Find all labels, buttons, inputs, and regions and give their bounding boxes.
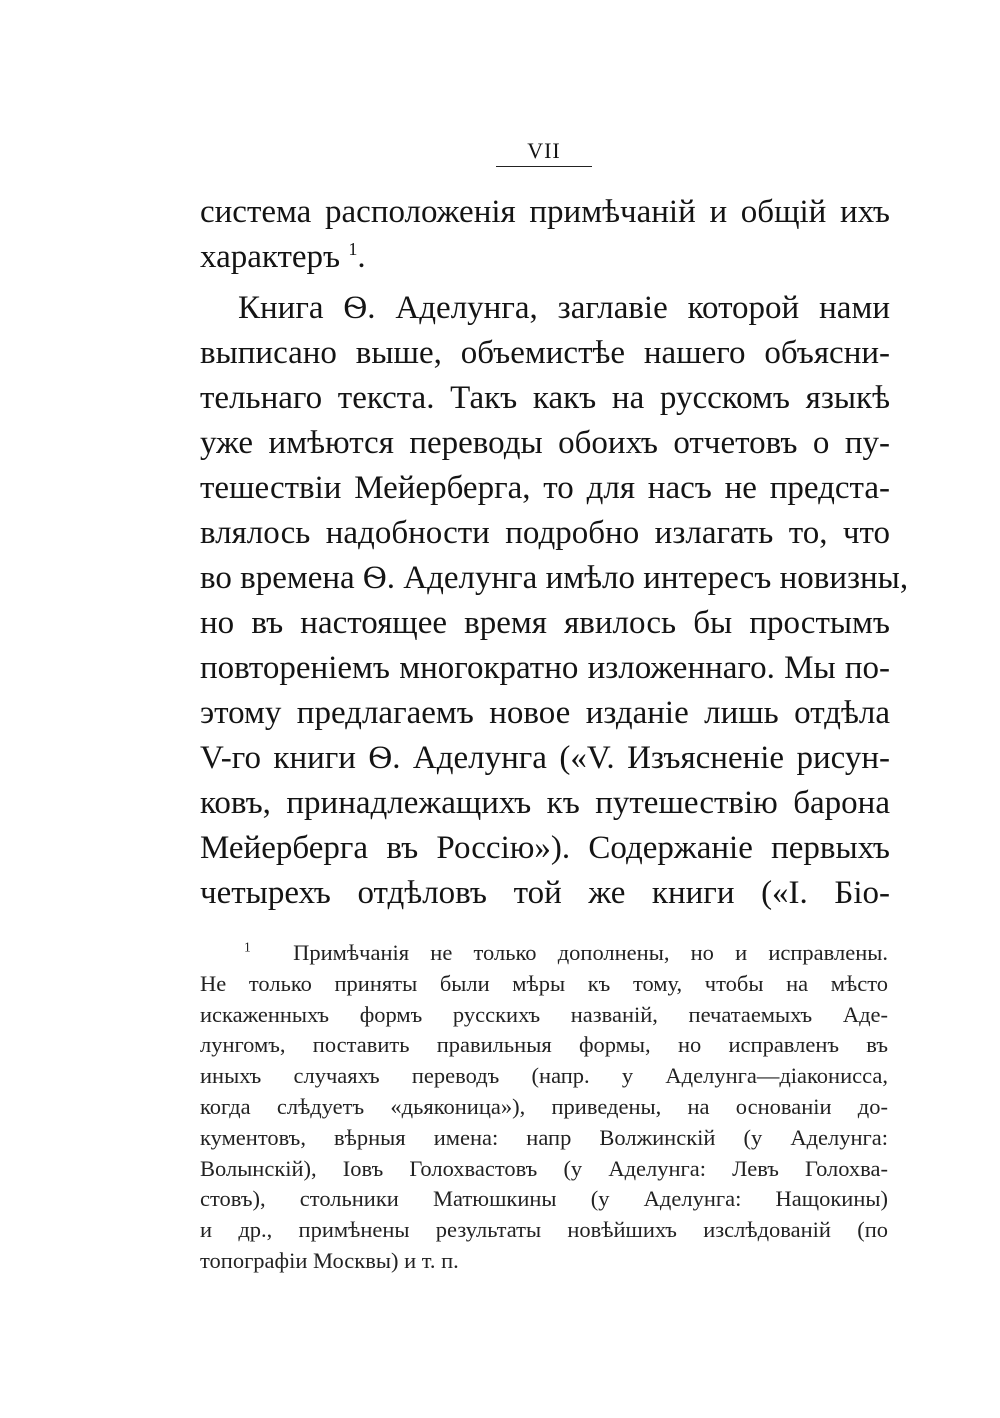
text-line: влялось надобности подробно излагать то, что [200, 515, 890, 551]
text-line-content: характеръ [200, 239, 341, 275]
footnote-line: иныхъ случаяхъ переводъ (напр. у Аделунга—діакониcса, [200, 1063, 888, 1089]
footnote-line: кументовъ, вѣрныя имена: напр Волжинскій (у Аделунга: [200, 1124, 888, 1150]
text-line: Мейерберга въ Россію»). Содержаніе первыхъ [200, 830, 890, 866]
text-line: уже имѣются переводы обоихъ отчетовъ о пу- [200, 425, 890, 461]
main-text [200, 190, 909, 916]
text-line: выписано выше, объемистѣе нашего объясни- [200, 335, 890, 371]
footnote-line: лунгомъ, поставить правильныя формы, но исправленъ въ [200, 1032, 888, 1058]
footnote-line: Не только приняты были мѣры къ тому, чтобы на мѣсто [200, 970, 888, 996]
page-number-block [496, 138, 592, 167]
footnote-line: стовъ), стольники Матюшкины (у Аделунга: Нащокины) [200, 1186, 888, 1212]
text-line: тельнаго текста. Такъ какъ на русскомъ языкѣ [200, 380, 890, 416]
footnote-line-content: Примѣчанія не только дополнены, но и исправлены. [293, 940, 888, 965]
text-line-end: . [357, 239, 366, 275]
footnote-line: искаженныхъ формъ русскихъ названій, печатаемыхъ Аде- [200, 1001, 888, 1027]
footnote-marker: 1 [244, 939, 251, 955]
footnote [200, 938, 888, 1277]
page-number-rule [496, 166, 592, 167]
text-line [200, 235, 890, 280]
text-line: четырехъ отдѣловъ той же книги («I. Біо- [200, 875, 890, 911]
footnote-line: когда слѣдуетъ «дьяконица»), приведены, на основаніи до- [200, 1093, 888, 1119]
footnote-marker: 1 [348, 239, 358, 259]
footnote-line: Волынскій), Іовъ Голохвастовъ (у Аделунга: Левъ Голохва- [200, 1155, 888, 1181]
footnote-line [200, 938, 888, 969]
text-line: V-го книги Ѳ. Аделунга («V. Изъясненіе рисун- [200, 740, 890, 776]
text-line: ковъ, принадлежащихъ къ путешествію барона [200, 785, 890, 821]
text-line: система расположенія примѣчаній и общій ихъ [200, 194, 890, 230]
footnote-line: и др., примѣнены результаты новѣйшихъ изслѣдованій (по [200, 1217, 888, 1243]
text-line: повтореніемъ многократно изложеннаго. Мы по- [200, 650, 890, 686]
footnote-line: топографіи Москвы) и т. п. [200, 1247, 459, 1273]
text-line: но въ настоящее время явилось бы простымъ [200, 605, 890, 641]
text-line: этому предлагаемъ новое изданіе лишь отдѣла [200, 695, 890, 731]
page-number: VII [527, 138, 561, 163]
text-line: Книга Ѳ. Аделунга, заглавіе которой нами [238, 290, 890, 326]
text-line: тешествіи Мейерберга, то для насъ не предста- [200, 470, 890, 506]
text-line: во времена Ѳ. Аделунга имѣло интересъ новизны, [200, 560, 909, 596]
